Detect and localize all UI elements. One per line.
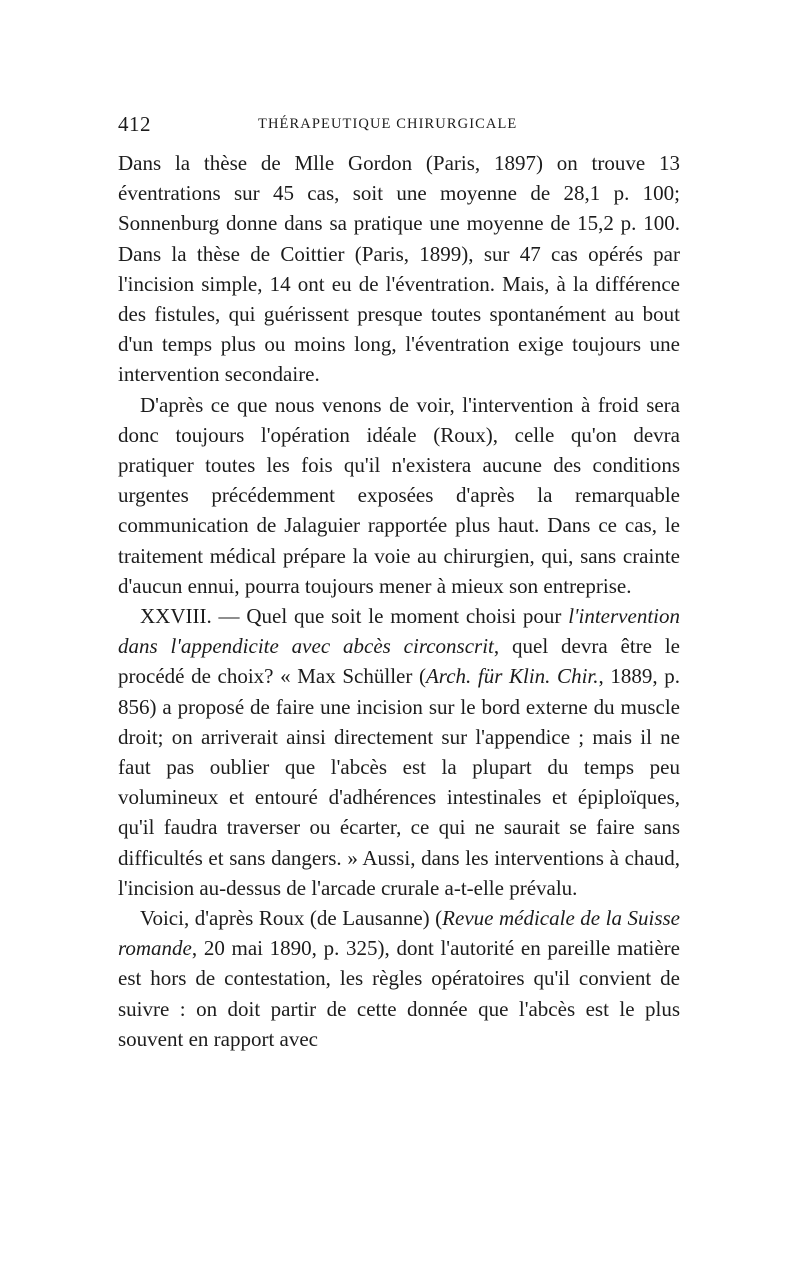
paragraph-roux-rules [118, 903, 680, 1054]
journal-citation: Revue médicale de la Suisse romande [118, 906, 680, 961]
paragraph-text-segment: , quel devra être le procédé de choix? « Max Schüller ( [118, 634, 680, 689]
paragraph-text-segment: Voici, d'après Roux (de Lausanne) ( [140, 906, 443, 931]
paragraph-text-segment: XXVIII. — Quel que soit le moment choisi pour [140, 604, 569, 629]
italic-phrase: l'intervention dans l'appendicite avec abcès circonscrit [118, 604, 680, 659]
running-title: THÉRAPEUTIQUE CHIRURGICALE [258, 116, 518, 132]
paragraph-cold-intervention: D'après ce que nous venons de voir, l'intervention à froid sera donc toujours l'opération idéale (Roux), celle qu'on devra pratiquer toutes les fois qu'il n'existera aucune des conditions urgentes précédemment exposées d'après la remarquable communication de Jalaguier rapportée plus haut. Dans ce cas, le traitement médical prépare la voie au chirurgien, qui, sans crainte d'aucun ennui, pourra toujours mener à mieux son entreprise. [118, 392, 680, 598]
page-header [118, 112, 680, 138]
paragraph-procedure-choice [118, 601, 680, 903]
paragraph-text-segment: , 1889, p. 856) a proposé de faire une incision sur le bord externe du muscle droit; on arriverait ainsi directement sur l'appendice ; mais il ne faut pas oublier que l'abcès est la plupart du temps peu volumineux et entouré d'adhérences intestinales et épiploïques, qu'il faudra traverser ou écarter, ce qui ne saurait se faire sans difficultés et sans dangers. » Aussi, dans les interventions à chaud, l'incision au-dessus de l'arcade crurale a-t-elle prévalu. [118, 664, 680, 900]
body-text [118, 148, 680, 1054]
paragraph-eventration-stats: Dans la thèse de Mlle Gordon (Paris, 1897) on trouve 13 éventrations sur 45 cas, soit une moyenne de 28,1 p. 100; Sonnenburg donne dans sa pratique une moyenne de 15,2 p. 100. Dans la thèse de Coittier (Paris, 1899), sur 47 cas opérés par l'incision simple, 14 ont eu de l'éventration. Mais, à la différence des fistules, qui guérissent presque toutes spontanément au bout d'un temps plus ou moins long, l'éventration exige toujours une intervention secondaire. [118, 151, 680, 387]
page-number: 412 [118, 112, 151, 136]
paragraph-text-segment: , 20 mai 1890, p. 325), dont l'autorité en pareille matière est hors de contestation, les règles opératoires qu'il convient de suivre : on doit partir de cette donnée que l'abcès est le plus souvent en rapport avec [118, 936, 680, 1051]
journal-citation: Arch. für Klin. Chir. [425, 664, 599, 689]
